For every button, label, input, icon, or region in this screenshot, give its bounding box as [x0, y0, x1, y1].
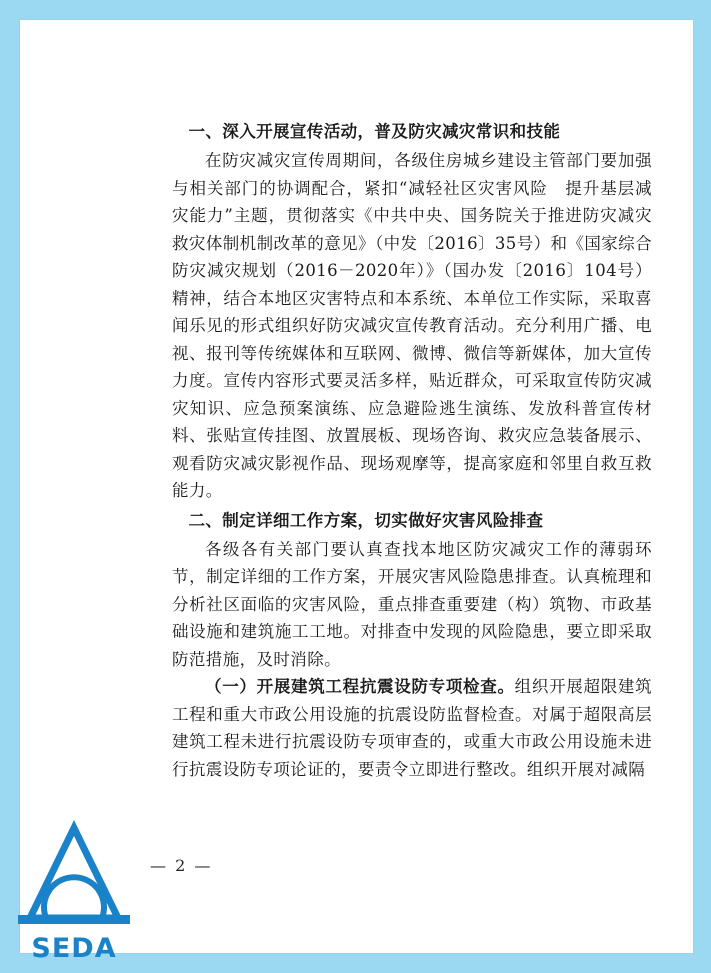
section-2-paragraph: 各级各有关部门要认真查找本地区防灾减灾工作的薄弱环节，制定详细的工作方案，开展灾害风险隐患排查。认真梳理和分析社区面临的灾害风险，重点排查重要建（构）筑物、市政基础设施和建筑施工工地。对排查中发现的风险隐患，要立即采取防范措施，及时消除。	[172, 539, 652, 669]
section-1-paragraph: 在防灾减灾宣传周期间，各级住房城乡建设主管部门要加强与相关部门的协调配合，紧扣“减轻社区灾害风险 提升基层减灾能力”主题，贯彻落实《中共中央、国务院关于推进防灾减灾救灾体制机制改革的意见》（中发〔2016〕35号）和《国家综合防灾减灾规划（2016－2020年）》（国办发〔2016〕104号）精神，结合本地区灾害特点和本系统、本单位工作实际，采取喜闻乐见的形式组织好防灾减灾宣传教育活动。充分利用广播、电视、报刊等传统媒体和互联网、微博、微信等新媒体，加大宣传力度。宣传内容形式要灵活多样，贴近群众，可采取宣传防灾减灾知识、应急预案演练、应急避险逃生演练、发放科普宣传材料、张贴宣传挂图、放置展板、现场咨询、救灾应急装备展示、观看防灾减灾影视作品、现场观摩等，提高家庭和邻里自救互救能力。	[172, 151, 652, 500]
sub-item-text: 组织开展超限建筑工程和重大市政公用设施的抗震设防监督检查。对属于超限高层建筑工程未进行抗震设防专项审查的，或重大市政公用设施未进行抗震设防专项论证的，要责令立即进行整改。组织开展对减隔	[172, 677, 652, 779]
section-1-heading: 一、深入开展宣传活动，普及防灾减灾常识和技能	[188, 122, 561, 141]
document-body	[172, 116, 652, 783]
section-2-sub-item	[172, 673, 652, 783]
section-2-heading: 二、制定详细工作方案，切实做好灾害风险排查	[188, 510, 544, 530]
seda-logo-text: SEDA	[31, 933, 117, 964]
sub-item-title: （一）开展建筑工程抗震设防专项检查。	[205, 677, 515, 696]
seda-logo-icon	[14, 820, 134, 935]
page-number: — 2 —	[150, 856, 213, 875]
seda-logo	[14, 820, 134, 965]
document-page	[20, 20, 693, 953]
